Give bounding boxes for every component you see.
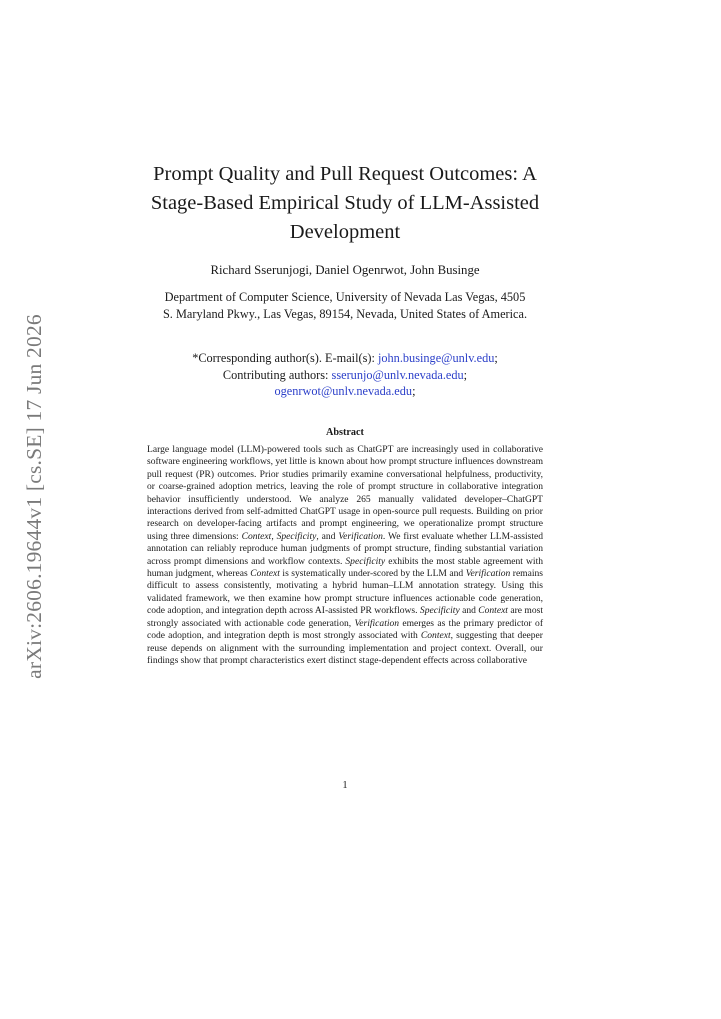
abstract-segment: emerges as the primary predictor of code adoption, and integration depth is most strongly associated with	[147, 617, 543, 642]
abstract-segment: are most strongly associated with actionable code generation,	[147, 605, 543, 629]
arxiv-identifier-sidebar	[4, 302, 64, 690]
affiliation-line: Department of Computer Science, University of Nevada Las Vegas, 4505	[164, 290, 526, 304]
abstract-segment: , and	[316, 530, 339, 542]
abstract-emphasis: Verification	[354, 617, 400, 629]
abstract-text	[147, 444, 543, 667]
title-line: Stage-Based Empirical Study of LLM-Assisted	[150, 192, 540, 214]
corresponding-label: *Corresponding author(s). E-mail(s):	[192, 351, 378, 365]
abstract-segment: . We first evaluate whether LLM-assisted annotation can reliably reproduce human judgments of prompt structure, finding substantial variation across prompt dimensions and workflow contexts.	[147, 530, 543, 567]
abstract-emphasis: Verification	[338, 530, 383, 542]
abstract-heading: Abstract	[326, 427, 364, 438]
abstract-segment: , suggesting that deeper reuse depends on alignment with the surrounding implementation and project context. Overall, our findings show that prompt characteristics exert distinct stage-dependent effects across collaborative	[147, 630, 543, 666]
abstract-emphasis: Context	[241, 530, 272, 542]
contributing-email-link[interactable]: sserunjo@unlv.nevada.edu	[331, 367, 464, 382]
abstract-segment: exhibits the most stable agreement with human judgment, whereas	[147, 555, 543, 580]
abstract-segment: and	[459, 605, 479, 617]
abstract-emphasis: Context	[250, 568, 280, 580]
page-number: 1	[342, 780, 348, 791]
affiliation-line: S. Maryland Pkwy., Las Vegas, 89154, Nevada, United States of America.	[162, 307, 528, 321]
separator: ;	[463, 367, 468, 382]
corresponding-email-link[interactable]: john.businge@unlv.edu	[377, 351, 495, 365]
author-list: Richard Sserunjogi, Daniel Ogenrwot, John Businge	[210, 263, 480, 277]
contributing-email-link[interactable]: ogenrwot@unlv.nevada.edu	[274, 384, 413, 398]
abstract-emphasis: Specificity	[345, 555, 386, 567]
affiliation	[130, 289, 560, 323]
abstract-emphasis: Specificity	[419, 605, 460, 617]
abstract-segment: is systematically under-scored by the LLM and	[279, 568, 466, 580]
title-line: Prompt Quality and Pull Request Outcomes: A	[153, 163, 537, 185]
abstract-segment: Large language model (LLM)-powered tools such as ChatGPT are increasingly used in collaborative software engineering workflows, yet little is known about how prompt structure influences downstream pull request (PR) outcomes. Prior studies primarily examine conversational helpfulness, productivity, or coarse-grained adoption metrics, leaving the role of prompt structure in collaborative integration behavior insufficiently understood. We analyze 265 manually validated developer–ChatGPT interactions derived from self-admitted ChatGPT usage in open-source pull requests. Building on prior research on developer-facing artifacts and prompt engineering, we operationalize prompt structure using three dimensions:	[147, 444, 543, 542]
abstract-emphasis: Specificity	[276, 530, 317, 542]
abstract-segment: remains difficult to assess consistently, motivating a hybrid human–LLM annotation strategy. Using this validated framework, we then examine how prompt structure influences actionable code generation, code adoption, and integration depth across AI-assisted PR workflows.	[147, 568, 543, 617]
arxiv-identifier: arXiv:2606.19644v1 [cs.SE] 17 Jun 2026	[21, 313, 46, 679]
contributing-label: Contributing authors:	[222, 367, 332, 382]
separator: ;	[412, 384, 416, 398]
abstract-emphasis: Context	[420, 630, 451, 642]
separator: ;	[494, 351, 498, 365]
paper-title	[130, 160, 560, 247]
abstract-segment: ,	[271, 530, 277, 542]
title-line: Development	[289, 221, 401, 243]
correspondence-block	[130, 350, 560, 400]
abstract-emphasis: Verification	[465, 568, 511, 580]
abstract-emphasis: Context	[478, 605, 508, 617]
